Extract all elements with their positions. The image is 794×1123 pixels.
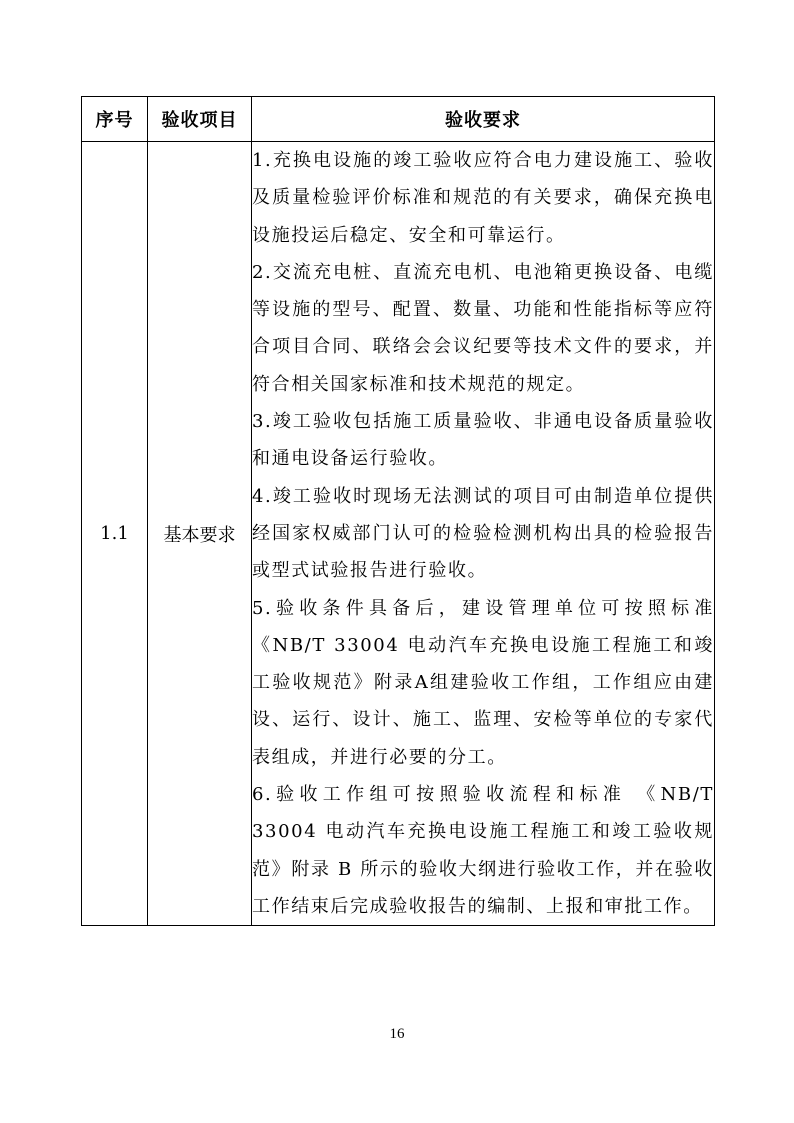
requirement-paragraph-1: 1.充换电设施的竣工验收应符合电力建设施工、验收及质量检验评价标准和规范的有关要求，确保充换电设施投运后稳定、安全和可靠运行。 — [252, 150, 714, 246]
page-number: 16 — [389, 1026, 405, 1042]
requirement-paragraph-4: 4.竣工验收时现场无法测试的项目可由制造单位提供经国家权威部门认可的检验检测机构出具的检验报告或型式试验报告进行验收。 — [252, 485, 714, 582]
acceptance-table — [81, 96, 715, 926]
table-row — [82, 142, 715, 926]
row-item: 基本要求 — [148, 142, 252, 926]
requirement-paragraph-6: 6.验收工作组可按照验收流程和标准 《NB/T 33004 电动汽车充换电设施工程施工和竣工验收规范》附录 B 所示的验收大纲进行验收工作，并在验收工作结束后完成验收报告的编制、上报和审批工作。 — [252, 784, 714, 917]
header-requirement: 验收要求 — [252, 97, 715, 142]
header-no: 序号 — [82, 97, 148, 142]
requirement-paragraph-3: 3.竣工验收包括施工质量验收、非通电设备质量验收和通电设备运行验收。 — [252, 411, 714, 470]
table-header-row — [82, 97, 715, 142]
row-no: 1.1 — [82, 142, 148, 926]
header-item: 验收项目 — [148, 97, 252, 142]
requirement-paragraph-5: 5.验收条件具备后，建设管理单位可按照标准《NB/T 33004 电动汽车充换电设施工程施工和竣工验收规范》附录A组建验收工作组，工作组应由建设、运行、设计、施工、监理、安检等单位的专家代表组成，并进行必要的分工。 — [252, 597, 714, 768]
row-requirements — [252, 142, 715, 926]
requirement-paragraph-2: 2.交流充电桩、直流充电机、电池箱更换设备、电缆等设施的型号、配置、数量、功能和性能指标等应符合项目合同、联络会会议纪要等技术文件的要求，并符合相关国家标准和技术规范的规定。 — [252, 261, 714, 395]
